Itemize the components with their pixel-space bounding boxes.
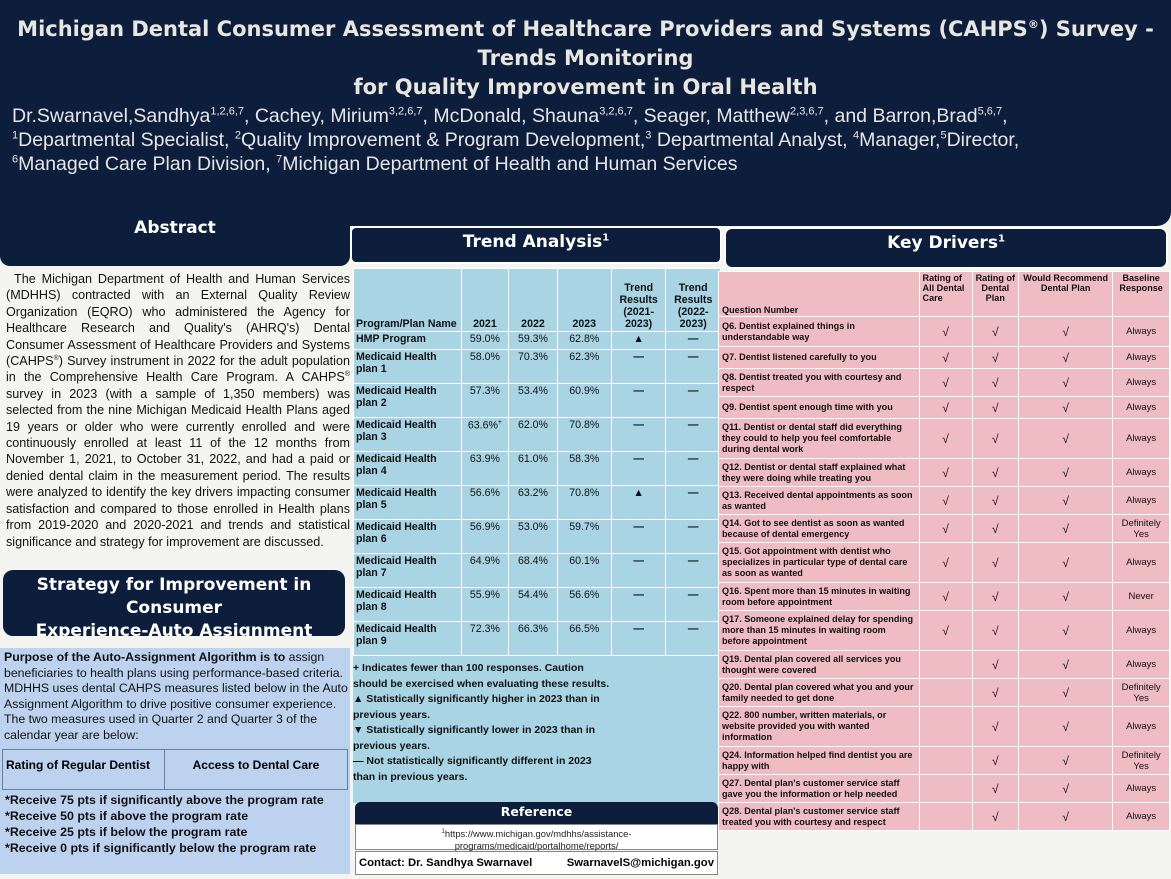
check-would-recommend: √ bbox=[1019, 419, 1113, 459]
authors-block bbox=[12, 104, 1162, 176]
measure-rating-regular-dentist: Rating of Regular Dentist bbox=[3, 750, 165, 790]
trend-2022-2023: — bbox=[666, 350, 721, 384]
value-2023: 70.8% bbox=[557, 418, 611, 452]
plan-name: Medicaid Health plan 4 bbox=[354, 452, 462, 486]
check-rating-all-dental-care bbox=[919, 775, 972, 803]
value-2021-text: 64.9% bbox=[469, 555, 500, 567]
legend-higher: ▲ Statistically significantly higher in 2023 than in previous years. bbox=[353, 693, 600, 721]
value-2021-text: 56.6% bbox=[469, 487, 500, 499]
author-name: , McDonald, Shauna bbox=[422, 105, 600, 127]
value-2021 bbox=[461, 588, 509, 622]
value-2021-text: 59.0% bbox=[469, 333, 500, 345]
check-rating-dental-plan: √ bbox=[972, 515, 1018, 543]
table-row bbox=[354, 332, 721, 350]
value-2022: 54.4% bbox=[509, 588, 557, 622]
col-trend-2022-2023: Trend Results (2022-2023) bbox=[666, 269, 721, 332]
baseline-response: Always bbox=[1113, 419, 1170, 459]
check-rating-dental-plan: √ bbox=[972, 803, 1018, 831]
col-rating-all-dental-care: Rating of All Dental Care bbox=[919, 272, 972, 317]
table-row bbox=[719, 651, 1170, 679]
measure-access-dental-care: Access to Dental Care bbox=[192, 758, 320, 772]
trend-2021-2023: — bbox=[611, 418, 666, 452]
value-2023: 62.8% bbox=[557, 332, 611, 350]
check-rating-dental-plan: √ bbox=[972, 651, 1018, 679]
trend-2022-2023: — bbox=[666, 418, 721, 452]
author-name: , bbox=[1002, 105, 1008, 127]
check-rating-all-dental-care: √ bbox=[919, 347, 972, 369]
check-would-recommend: √ bbox=[1019, 317, 1113, 347]
affil-sup: 2 bbox=[234, 129, 242, 142]
reference-heading bbox=[355, 802, 718, 824]
check-rating-all-dental-care: √ bbox=[919, 611, 972, 651]
strategy-heading-line1: Strategy for Improvement in Consumer bbox=[36, 575, 312, 618]
table-row bbox=[719, 317, 1170, 347]
check-rating-dental-plan: √ bbox=[972, 747, 1018, 775]
check-would-recommend: √ bbox=[1019, 803, 1113, 831]
table-row bbox=[719, 419, 1170, 459]
abstract-reg-2: ® bbox=[344, 371, 350, 379]
check-would-recommend: √ bbox=[1019, 397, 1113, 419]
value-2022: 53.0% bbox=[509, 520, 557, 554]
check-would-recommend: √ bbox=[1019, 515, 1113, 543]
table-row bbox=[719, 515, 1170, 543]
question-text: Q9. Dentist spent enough time with you bbox=[719, 397, 920, 419]
question-text: Q8. Dentist treated you with courtesy and respect bbox=[719, 369, 920, 397]
abstract-p2: ) Survey instrument in 2022 for the adult population in the Comprehensive Health Care Program. A CAHPS bbox=[6, 354, 350, 385]
plan-name: Medicaid Health plan 2 bbox=[354, 384, 462, 418]
author-name: , Seager, Matthew bbox=[632, 105, 791, 127]
check-rating-all-dental-care: √ bbox=[919, 543, 972, 583]
affiliations-line bbox=[12, 128, 1162, 176]
baseline-response: Definitely Yes bbox=[1113, 515, 1170, 543]
value-2021 bbox=[461, 418, 509, 452]
value-2021-text: 63.6% bbox=[467, 419, 498, 432]
value-2022: 53.4% bbox=[509, 384, 557, 418]
trend-2021-2023: — bbox=[611, 588, 666, 622]
reference-sup: 1 bbox=[441, 829, 445, 835]
value-2021 bbox=[461, 554, 509, 588]
plan-name: HMP Program bbox=[354, 332, 462, 350]
abstract-p1: The Michigan Department of Health and Human Services (MDHHS) contracted with an External Quality Review Organization (EQRO) who administered the Agency for Healthcare Research and Quality's (AHRQ's) Dental Consumer Assessment of Healthcare Providers and Systems (CAHPS bbox=[6, 272, 350, 369]
check-rating-dental-plan: √ bbox=[972, 419, 1018, 459]
check-rating-all-dental-care: √ bbox=[919, 397, 972, 419]
author-affil-sup: 5,6,7 bbox=[977, 105, 1003, 118]
value-2023: 58.3% bbox=[557, 452, 611, 486]
trend-2021-2023: — bbox=[611, 554, 666, 588]
check-rating-all-dental-care: √ bbox=[919, 515, 972, 543]
key-drivers-heading-text: Key Drivers bbox=[887, 233, 998, 253]
check-would-recommend: √ bbox=[1019, 543, 1113, 583]
check-rating-dental-plan: √ bbox=[972, 583, 1018, 611]
table-row bbox=[719, 397, 1170, 419]
title-text-end: ) Survey -Trends Monitoring bbox=[477, 17, 1154, 70]
strategy-heading-line2: Experience-Auto Assignment bbox=[35, 621, 313, 641]
question-text: Q6. Dentist explained things in understandable way bbox=[719, 317, 920, 347]
value-2021-text: 58.0% bbox=[469, 351, 500, 363]
check-rating-dental-plan: √ bbox=[972, 775, 1018, 803]
check-rating-all-dental-care bbox=[919, 707, 972, 747]
check-rating-all-dental-care: √ bbox=[919, 317, 972, 347]
baseline-response: Always bbox=[1113, 317, 1170, 347]
baseline-response: Always bbox=[1113, 397, 1170, 419]
baseline-response: Definitely Yes bbox=[1113, 679, 1170, 707]
strategy-points bbox=[5, 792, 345, 856]
trend-legend bbox=[353, 661, 611, 785]
value-2023: 70.8% bbox=[557, 486, 611, 520]
legend-lower: ▼ Statistically significantly lower in 2023 than in previous years. bbox=[353, 724, 596, 752]
table-row bbox=[354, 384, 721, 418]
affil-text: Manager, bbox=[859, 129, 941, 151]
check-rating-dental-plan: √ bbox=[972, 707, 1018, 747]
key-drivers-table bbox=[718, 271, 1170, 831]
abstract-p3: survey in 2023 (with a sample of 1,350 members) was selected from the nine Michigan Medicaid Health Plans aged 19 years or older who were currently enrolled and were continuously enrolled at least 11 of the 12 months from November 1, 2021, to October 31, 2022, and had a paid or denied dental claim in the measurement period. The results were analyzed to identify the key drivers impacting consumer satisfaction and compared to those enrolled in Health plans from 2019-2020 and 2020-2021 and trends and statistical significance and strategy for improvement are discussed. bbox=[6, 386, 350, 549]
baseline-response: Always bbox=[1113, 707, 1170, 747]
value-2022: 66.3% bbox=[509, 622, 557, 656]
trend-2021-2023: ▲ bbox=[611, 332, 666, 350]
trend-heading-sup: 1 bbox=[602, 232, 610, 244]
value-2022: 59.3% bbox=[509, 332, 557, 350]
baseline-response: Always bbox=[1113, 347, 1170, 369]
title-text: Michigan Dental Consumer Assessment of Healthcare Providers and Systems (CAHPS bbox=[17, 17, 1028, 41]
baseline-response: Always bbox=[1113, 651, 1170, 679]
check-rating-all-dental-care: √ bbox=[919, 487, 972, 515]
value-2022: 61.0% bbox=[509, 452, 557, 486]
col-rating-dental-plan: Rating of Dental Plan bbox=[972, 272, 1018, 317]
col-trend-2021-2023: Trend Results (2021-2023) bbox=[611, 269, 666, 332]
author-affil-sup: 2,3,6,7 bbox=[790, 105, 824, 118]
question-text: Q22. 800 number, written materials, or website provided you with wanted information bbox=[719, 707, 920, 747]
value-2021 bbox=[461, 384, 509, 418]
check-rating-all-dental-care: √ bbox=[919, 369, 972, 397]
points-item: *Receive 50 pts if above the program rate bbox=[5, 809, 249, 823]
value-2023: 59.7% bbox=[557, 520, 611, 554]
check-would-recommend: √ bbox=[1019, 679, 1113, 707]
check-rating-dental-plan: √ bbox=[972, 543, 1018, 583]
affil-sup: 6 bbox=[12, 153, 19, 166]
value-2023: 62.3% bbox=[557, 350, 611, 384]
legend-not-significant: — Not statistically significantly different in 2023 than in previous years. bbox=[353, 755, 592, 783]
trend-2022-2023: — bbox=[666, 554, 721, 588]
abstract-heading bbox=[0, 212, 350, 266]
small-sample-mark: + bbox=[497, 419, 502, 426]
poster-title bbox=[0, 10, 1171, 102]
affil-text: Director, bbox=[946, 129, 1020, 151]
trend-2022-2023: — bbox=[666, 520, 721, 554]
value-2021-text: 57.3% bbox=[469, 385, 500, 397]
value-2021 bbox=[461, 350, 509, 384]
author-name: , and Barron,Brad bbox=[823, 105, 978, 127]
value-2021-text: 63.9% bbox=[469, 453, 500, 465]
question-text: Q12. Dentist or dental staff explained what they were doing while treating you bbox=[719, 459, 920, 487]
trend-2022-2023: — bbox=[666, 384, 721, 418]
question-text: Q20. Dental plan covered what you and your family needed to get done bbox=[719, 679, 920, 707]
trend-2021-2023: — bbox=[611, 384, 666, 418]
check-would-recommend: √ bbox=[1019, 369, 1113, 397]
value-2022: 62.0% bbox=[509, 418, 557, 452]
value-2021-text: 72.3% bbox=[469, 623, 500, 635]
check-rating-dental-plan: √ bbox=[972, 487, 1018, 515]
col-would-recommend: Would Recommend Dental Plan bbox=[1019, 272, 1113, 317]
value-2022: 68.4% bbox=[509, 554, 557, 588]
table-row bbox=[354, 588, 721, 622]
baseline-response: Definitely Yes bbox=[1113, 747, 1170, 775]
check-would-recommend: √ bbox=[1019, 775, 1113, 803]
reference-link[interactable]: https://www.michigan.gov/mdhhs/assistance-programs/medicaid/portalhome/reports/ bbox=[444, 828, 632, 852]
legend-caution: + Indicates fewer than 100 responses. Caution should be exercised when evaluating these results. bbox=[353, 662, 610, 690]
trend-2022-2023: — bbox=[666, 622, 721, 656]
key-drivers-heading bbox=[724, 227, 1168, 269]
authors-line bbox=[12, 104, 1162, 128]
strategy-purpose-bold: Purpose of the Auto-Assignment Algorithm is to bbox=[4, 650, 286, 664]
table-row bbox=[719, 747, 1170, 775]
value-2023: 56.6% bbox=[557, 588, 611, 622]
table-row bbox=[719, 611, 1170, 651]
value-2021-text: 55.9% bbox=[469, 589, 500, 601]
table-row bbox=[719, 369, 1170, 397]
affil-text: Managed Care Plan Division, bbox=[18, 153, 277, 175]
check-rating-all-dental-care: √ bbox=[919, 583, 972, 611]
strategy-heading bbox=[3, 570, 345, 641]
check-would-recommend: √ bbox=[1019, 707, 1113, 747]
points-item: *Receive 75 pts if significantly above the program rate bbox=[5, 793, 324, 807]
reference-heading-text: Reference bbox=[500, 804, 573, 819]
check-rating-all-dental-care bbox=[919, 747, 972, 775]
check-rating-dental-plan: √ bbox=[972, 397, 1018, 419]
trend-2021-2023: — bbox=[611, 350, 666, 384]
title-reg-mark: ® bbox=[1027, 18, 1039, 31]
strategy-purpose-rest: assign beneficiaries to health plans using performance-based criteria. MDHHS uses dental CAHPS measures listed below in the Auto Assignment Algorithm to drive positive consumer experience. The two measures used in Quarter 2 and Quarter 3 of the calendar year are below: bbox=[4, 650, 348, 742]
check-rating-dental-plan: √ bbox=[972, 611, 1018, 651]
trend-2021-2023: — bbox=[611, 452, 666, 486]
check-rating-all-dental-care bbox=[919, 803, 972, 831]
check-rating-dental-plan: √ bbox=[972, 369, 1018, 397]
baseline-response: Always bbox=[1113, 543, 1170, 583]
plan-name: Medicaid Health plan 1 bbox=[354, 350, 462, 384]
trend-2021-2023: ▲ bbox=[611, 486, 666, 520]
author-name: , Cachey, Mirium bbox=[244, 105, 389, 127]
table-row bbox=[354, 350, 721, 384]
check-rating-all-dental-care bbox=[919, 679, 972, 707]
question-text: Q15. Got appointment with dentist who specializes in particular type of dental care as soon as wanted bbox=[719, 543, 920, 583]
value-2021 bbox=[461, 622, 509, 656]
contact-box bbox=[355, 851, 718, 875]
abstract-text bbox=[6, 271, 350, 550]
check-would-recommend: √ bbox=[1019, 487, 1113, 515]
contact-name: Contact: Dr. Sandhya Swarnavel bbox=[359, 857, 533, 869]
abstract-heading-text: Abstract bbox=[134, 218, 216, 238]
trend-2021-2023: — bbox=[611, 622, 666, 656]
value-2023: 66.5% bbox=[557, 622, 611, 656]
value-2023: 60.9% bbox=[557, 384, 611, 418]
affil-sup: 3 bbox=[645, 129, 652, 142]
author-affil-sup: 3,2,6,7 bbox=[599, 105, 633, 118]
question-text: Q28. Dental plan's customer service staff treated you with courtesy and respect bbox=[719, 803, 920, 831]
contact-email[interactable]: SwarnavelS@michigan.gov bbox=[566, 857, 714, 869]
table-row bbox=[354, 418, 721, 452]
check-rating-all-dental-care: √ bbox=[919, 419, 972, 459]
table-row bbox=[719, 487, 1170, 515]
trend-2021-2023: — bbox=[611, 520, 666, 554]
check-would-recommend: √ bbox=[1019, 459, 1113, 487]
question-text: Q27. Dental plan's customer service staff gave you the information or help needed bbox=[719, 775, 920, 803]
points-item: *Receive 0 pts if significantly below the program rate bbox=[5, 841, 317, 855]
col-plan-name: Program/Plan Name bbox=[354, 269, 462, 332]
abstract-reg-1: ® bbox=[53, 354, 59, 362]
question-text: Q14. Got to see dentist as soon as wanted because of dental emergency bbox=[719, 515, 920, 543]
check-would-recommend: √ bbox=[1019, 583, 1113, 611]
plan-name: Medicaid Health plan 8 bbox=[354, 588, 462, 622]
table-row bbox=[354, 486, 721, 520]
table-row bbox=[719, 679, 1170, 707]
check-rating-dental-plan: √ bbox=[972, 679, 1018, 707]
value-2021-text: 56.9% bbox=[469, 521, 500, 533]
table-row bbox=[719, 707, 1170, 747]
affil-sup: 4 bbox=[853, 129, 860, 142]
strategy-measures-table bbox=[2, 749, 348, 790]
table-row bbox=[354, 520, 721, 554]
col-baseline-response: Baseline Response bbox=[1113, 272, 1170, 317]
reference-box bbox=[355, 824, 718, 850]
affil-text: Quality Improvement & Program Development, bbox=[241, 129, 646, 151]
question-text: Q7. Dentist listened carefully to you bbox=[719, 347, 920, 369]
value-2021 bbox=[461, 452, 509, 486]
baseline-response: Always bbox=[1113, 611, 1170, 651]
table-row bbox=[354, 622, 721, 656]
plan-name: Medicaid Health plan 3 bbox=[354, 418, 462, 452]
plan-name: Medicaid Health plan 9 bbox=[354, 622, 462, 656]
plan-name: Medicaid Health plan 6 bbox=[354, 520, 462, 554]
baseline-response: Always bbox=[1113, 369, 1170, 397]
question-text: Q24. Information helped find dentist you are happy with bbox=[719, 747, 920, 775]
check-rating-all-dental-care: √ bbox=[919, 459, 972, 487]
plan-name: Medicaid Health plan 5 bbox=[354, 486, 462, 520]
check-would-recommend: √ bbox=[1019, 747, 1113, 775]
trend-heading bbox=[350, 226, 722, 264]
trend-2022-2023: — bbox=[666, 452, 721, 486]
author-name: Dr.Swarnavel,Sandhya bbox=[12, 105, 211, 127]
baseline-response: Always bbox=[1113, 803, 1170, 831]
col-2023: 2023 bbox=[557, 269, 611, 332]
table-row bbox=[354, 554, 721, 588]
table-row bbox=[719, 803, 1170, 831]
check-would-recommend: √ bbox=[1019, 347, 1113, 369]
table-row bbox=[719, 775, 1170, 803]
check-rating-all-dental-care bbox=[919, 651, 972, 679]
check-rating-dental-plan: √ bbox=[972, 459, 1018, 487]
value-2022: 63.2% bbox=[509, 486, 557, 520]
trend-heading-text: Trend Analysis bbox=[462, 232, 603, 252]
table-row bbox=[719, 347, 1170, 369]
col-question-number: Question Number bbox=[719, 272, 920, 317]
question-text: Q11. Dentist or dental staff did everything they could to help you feel comfortable during dental work bbox=[719, 419, 920, 459]
table-row bbox=[719, 583, 1170, 611]
value-2023: 60.1% bbox=[557, 554, 611, 588]
strategy-purpose bbox=[4, 650, 350, 744]
trend-2022-2023: — bbox=[666, 332, 721, 350]
affil-sup: 1 bbox=[12, 129, 19, 142]
col-2021: 2021 bbox=[461, 269, 509, 332]
affil-text: Departmental Specialist, bbox=[18, 129, 235, 151]
table-row bbox=[719, 459, 1170, 487]
author-affil-sup: 1,2,6,7 bbox=[210, 105, 245, 118]
question-text: Q16. Spent more than 15 minutes in waiting room before appointment bbox=[719, 583, 920, 611]
affil-sup: 5 bbox=[940, 129, 947, 142]
baseline-response: Always bbox=[1113, 459, 1170, 487]
check-rating-dental-plan: √ bbox=[972, 347, 1018, 369]
strategy-text bbox=[4, 650, 350, 744]
affil-sup: 7 bbox=[276, 153, 283, 166]
question-text: Q13. Received dental appointments as soon as wanted bbox=[719, 487, 920, 515]
check-would-recommend: √ bbox=[1019, 651, 1113, 679]
trend-2022-2023: — bbox=[666, 486, 721, 520]
title-line-2: for Quality Improvement in Oral Health bbox=[353, 75, 818, 99]
col-2022: 2022 bbox=[509, 269, 557, 332]
trend-2022-2023: — bbox=[666, 588, 721, 622]
trend-table bbox=[353, 268, 721, 656]
value-2021 bbox=[461, 520, 509, 554]
table-row bbox=[354, 452, 721, 486]
baseline-response: Never bbox=[1113, 583, 1170, 611]
question-text: Q19. Dental plan covered all services you thought were covered bbox=[719, 651, 920, 679]
key-drivers-heading-sup: 1 bbox=[997, 233, 1005, 245]
value-2022: 70.3% bbox=[509, 350, 557, 384]
affil-text: Departmental Analyst, bbox=[651, 129, 854, 151]
baseline-response: Always bbox=[1113, 487, 1170, 515]
author-affil-sup: 3,2,6,7 bbox=[388, 105, 423, 118]
affil-text: Michigan Department of Health and Human Services bbox=[282, 153, 738, 175]
value-2021 bbox=[461, 332, 509, 350]
baseline-response: Always bbox=[1113, 775, 1170, 803]
plan-name: Medicaid Health plan 7 bbox=[354, 554, 462, 588]
value-2021 bbox=[461, 486, 509, 520]
check-would-recommend: √ bbox=[1019, 611, 1113, 651]
check-rating-dental-plan: √ bbox=[972, 317, 1018, 347]
question-text: Q17. Someone explained delay for spending more than 15 minutes in waiting room before appointment bbox=[719, 611, 920, 651]
points-item: *Receive 25 pts if below the program rate bbox=[5, 825, 248, 839]
table-row bbox=[719, 543, 1170, 583]
